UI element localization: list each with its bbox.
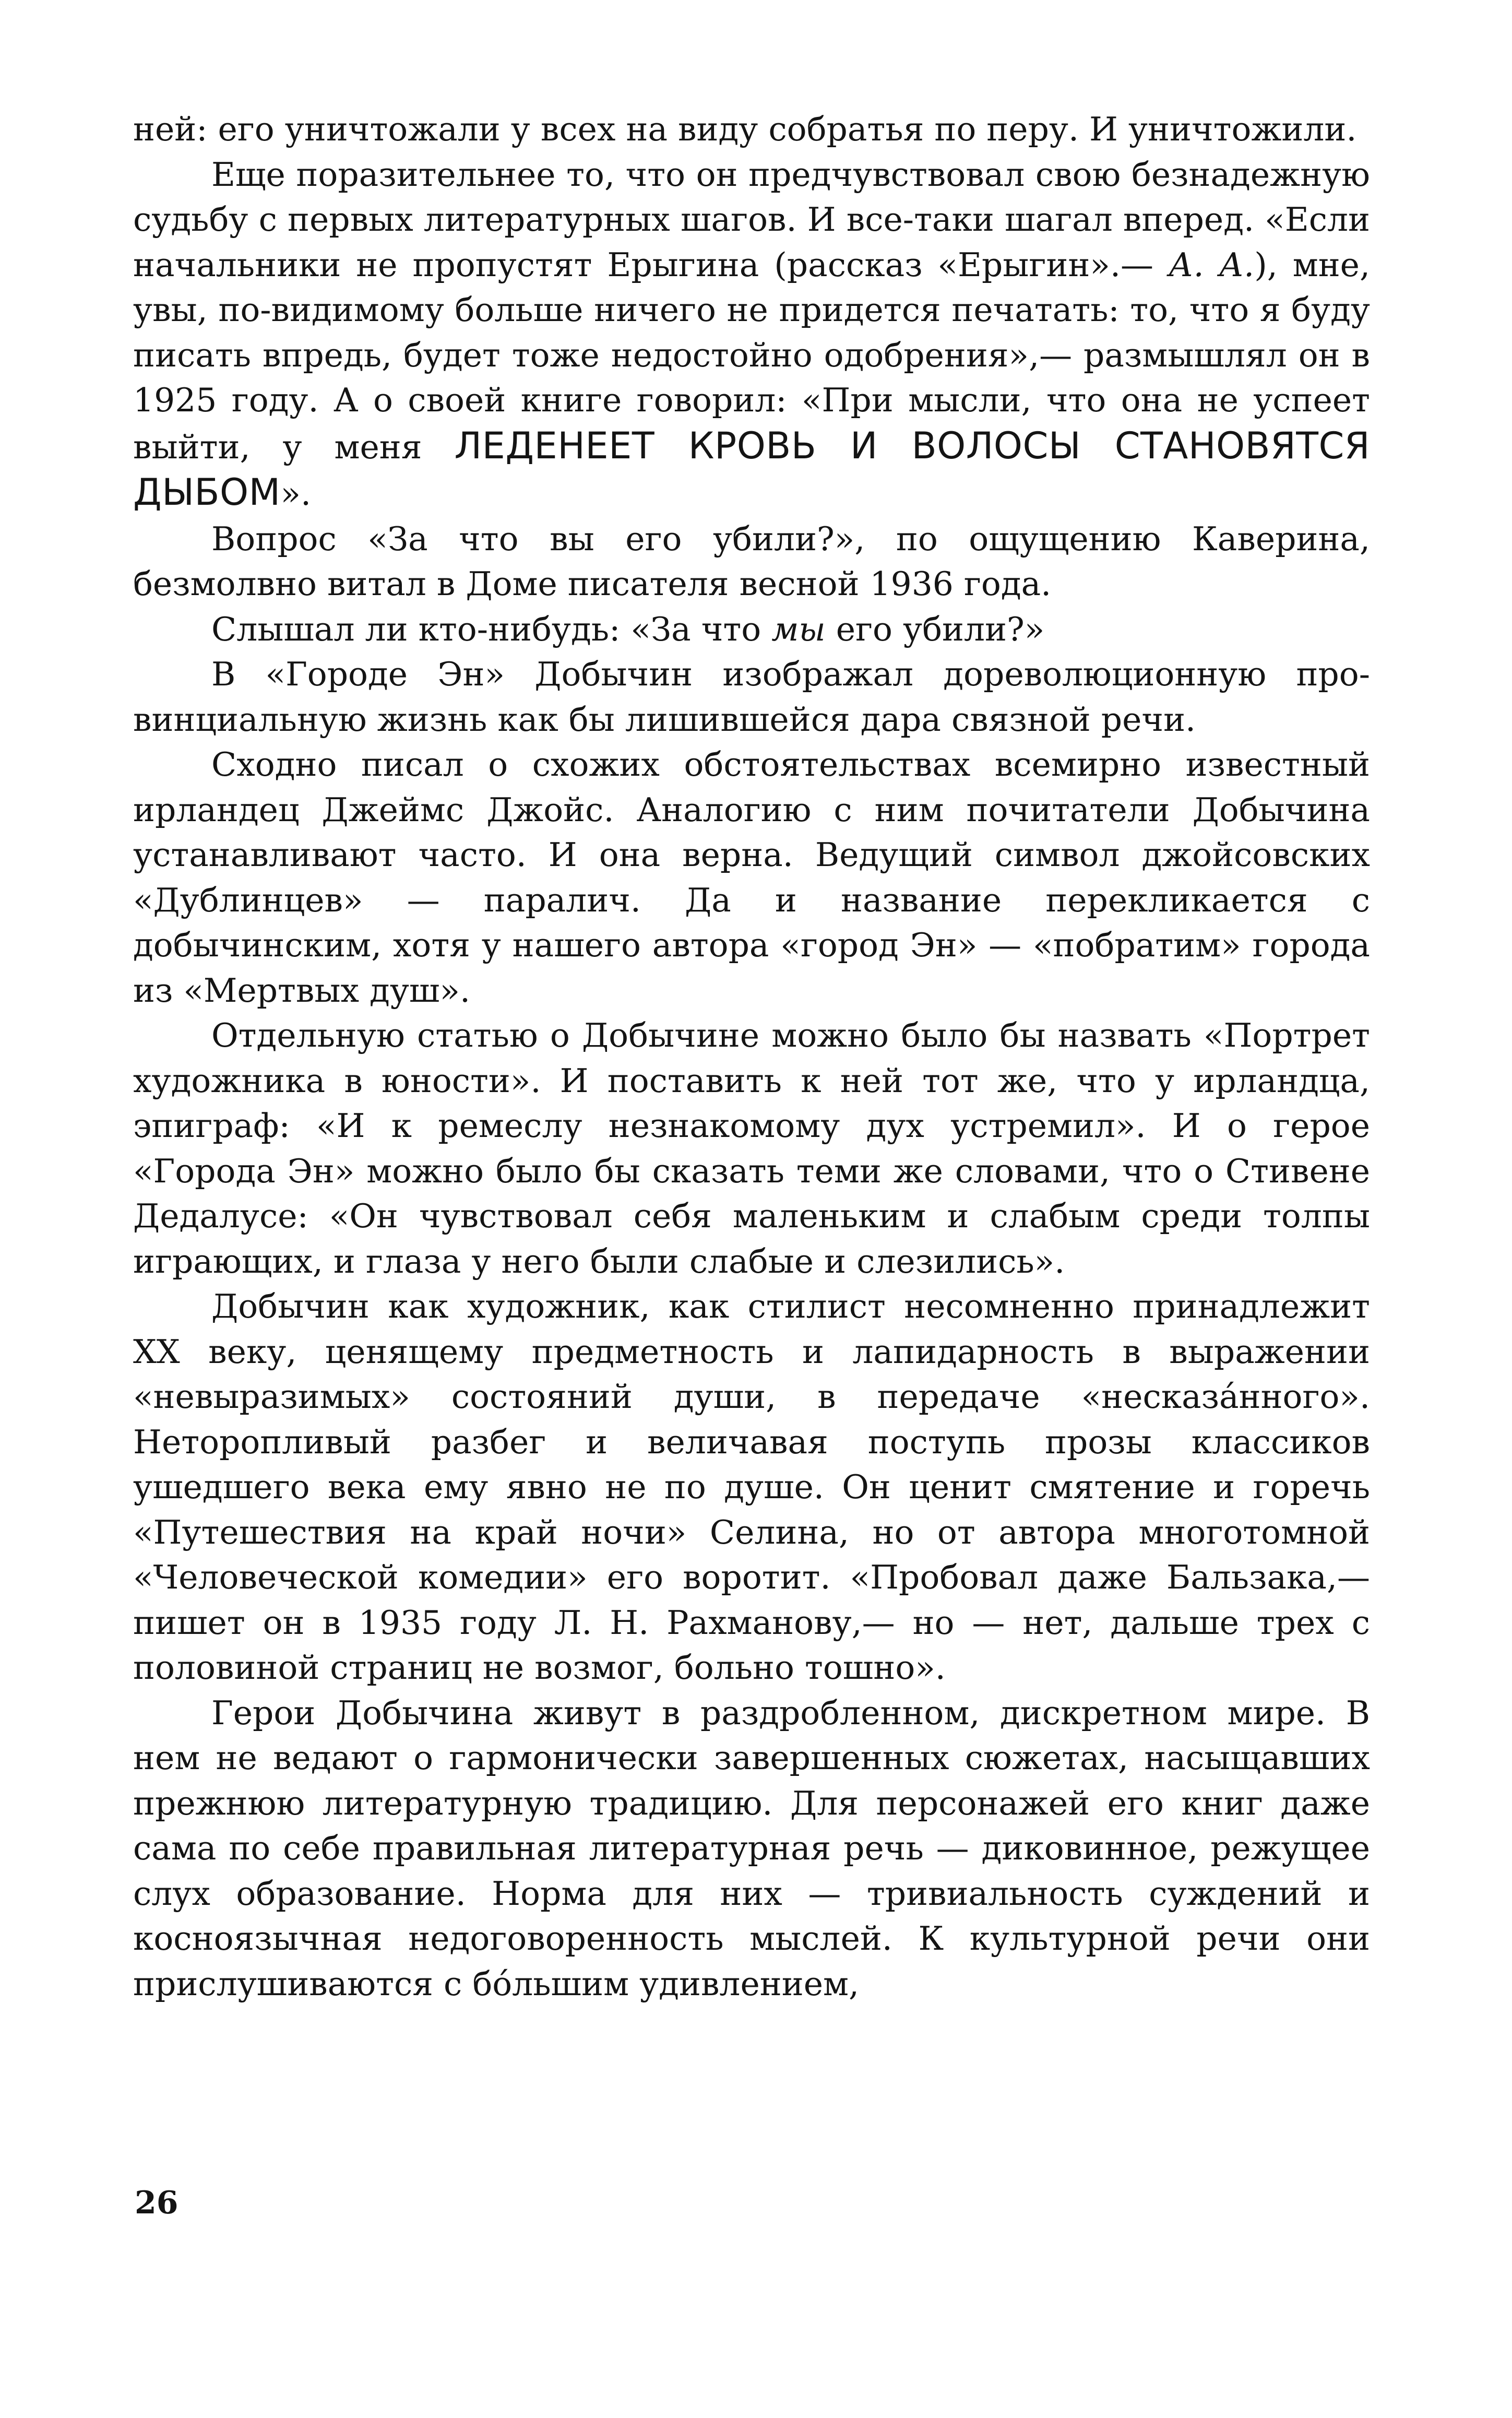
text-run: ». [280,475,312,513]
text-run: Слышал ли кто-нибудь: «За что [211,610,772,648]
page-number: 26 [135,2185,178,2221]
text-run: Герои Добычина живут в раздробленном, дискретном мире. В нем не ведают о гармонически завершенных сюжетах, насыщавших прежнюю литературную традицию. Для персонажей его книг даже сама по себе правильная литературная речь — диковинное, режущее слух образование. Норма для них — тривиальность суждений и косноязычная недоговоренность мыслей. К культурной речи они прислушиваются с бóльшим удивлением, [133,1693,1370,2003]
paragraph [133,1284,1370,1691]
text-run: Вопрос «За что вы его убили?», по ощущению Каверина, безмолвно витал в Доме писателя весной 1936 года. [133,519,1370,603]
text-run: Добычин как художник, как стилист несомненно принадлежит XX веку, ценящему предметность и лапидарность в выражении «невыразимых» состояний души, в передаче «несказáнного». Неторопливый разбег и величавая поступь прозы классиков ушедшего века ему явно не по душе. Он ценит смятение и горечь «Путешествия на край ночи» Селина, но от автора многотомной «Человеческой комедии» его воротит. «Пробовал даже Бальзака,— пишет он в 1935 году Л. Н. Рахманову,— но — нет, дальше трех с половиной страниц не возмог, больно тошно». [133,1287,1370,1687]
paragraph [133,517,1370,607]
page-body [133,107,1370,2007]
text-run: ней: его уничтожали у всех на виду собратья по перу. И уничтожили. [133,110,1357,148]
paragraph [133,1691,1370,2007]
text-run: В «Городе Эн» Добычин изображал дореволюционную провинциальную жизнь как бы лишившейся дара связной речи. [133,655,1370,739]
paragraph [133,152,1370,517]
text-run: Еще поразительнее то, что он предчувствовал свою безнадежную судьбу с первых литературных шагов. И все-таки шагал вперед. «Если начальники не пропустят Ерыгина (рассказ «Ерыгин».— [133,155,1370,284]
paragraph [133,652,1370,742]
italic-text: А. А. [1168,245,1255,284]
emphasis-caps-text: ЛЕДЕНЕЕТ КРОВЬ И ВОЛОСЫ СТАНОВЯТСЯ ДЫБОМ [133,424,1370,514]
text-run: Отдельную статью о Добычине можно было бы назвать «Портрет художника в юности». И поставить к ней тот же, что у ирландца, эпиграф: «И к ремеслу незнакомому дух устремил». И о герое «Города Эн» можно было бы сказать теми же словами, что о Стивене Дедалусе: «Он чувствовал себя маленьким и слабым среди толпы играющих, и глаза у него были слабые и слезились». [133,1016,1370,1281]
text-run: его убили?» [825,610,1045,648]
text-run: Сходно писал о схожих обстоятельствах всемирно известный ирландец Джеймс Джойс. Аналогию с ним почитатели Добычина устанавливают часто. И она верна. Ведущий символ джойсовских «Дублинцев» — паралич. Да и название перекликается с добычинским, хотя у нашего автора «город Эн» — «побратим» города из «Мертвых душ». [133,745,1370,1010]
italic-text: мы [771,610,826,648]
paragraph [133,1013,1370,1284]
text-run: ), мне, увы, по-видимому больше ничего не придется печатать: то, что я буду писать впредь, будет тоже недостойно одобрения»,— размышлял он в 1925 году. А о своей книге говорил: «При мысли, что она не успеет выйти, у меня [133,245,1370,466]
paragraph [133,607,1370,653]
paragraph [133,107,1370,152]
paragraph [133,742,1370,1013]
